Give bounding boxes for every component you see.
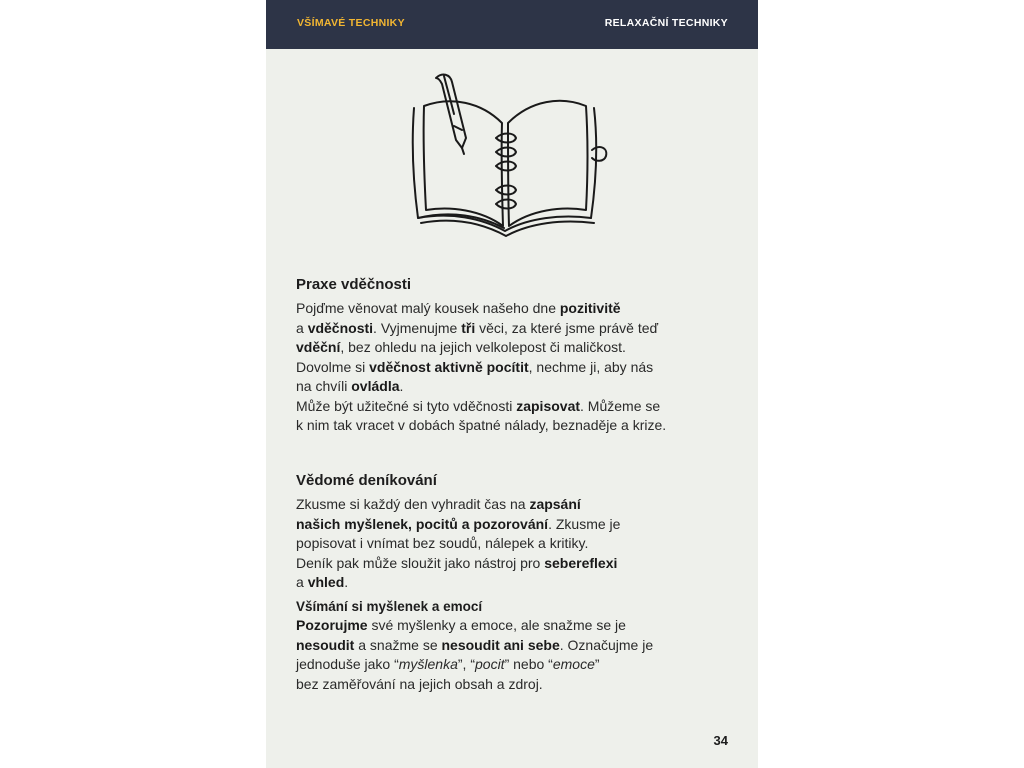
section-noticing <box>296 597 736 694</box>
text-run: Deník pak může sloužit jako nástroj pro <box>296 554 545 571</box>
text-run: . Můžeme se <box>580 397 661 414</box>
text-run: zapsání <box>529 496 581 512</box>
text-run: Pozorujme <box>296 617 368 633</box>
text-run: nesoudit ani sebe <box>441 636 560 653</box>
section-journaling <box>296 472 736 593</box>
page <box>266 0 758 768</box>
text-run: jednoduše jako “ <box>296 656 399 672</box>
text-run: emoce <box>552 656 595 672</box>
text-run: ” nebo “ <box>504 656 553 672</box>
section-gratitude-title: Praxe vděčnosti <box>296 276 412 293</box>
text-run: věci, za které jsme právě teď <box>475 319 659 336</box>
text-run: . <box>399 378 404 394</box>
text-run: , nechme ji, aby nás <box>528 358 654 375</box>
text-run: našich myšlenek, pocitů a pozorování <box>296 515 549 532</box>
text-run: . Vyjmenujme <box>373 319 462 336</box>
text-run: vděčnosti <box>307 319 374 336</box>
notebook-pen-icon <box>406 68 616 248</box>
text-run: popisovat i vnímat bez soudů, nálepek a kritiky. <box>296 535 589 551</box>
text-run: pocit <box>475 656 505 672</box>
section-journaling-body <box>296 495 736 593</box>
text-run: Dovolme si <box>296 358 370 375</box>
text-run: a <box>296 319 308 336</box>
text-run: Může být užitečné si tyto vděčnosti <box>296 397 517 414</box>
text-run: . Označujme je <box>559 636 654 653</box>
page-number: 34 <box>713 733 728 748</box>
text-run: myšlenka <box>398 656 458 672</box>
text-run: vhled <box>307 574 345 590</box>
text-run: tři <box>461 319 476 336</box>
header-right-title: RELAXAČNÍ TECHNIKY <box>604 17 728 29</box>
text-run: , bez ohledu na jejich velkolepost či maličkost. <box>340 339 626 355</box>
text-run: vděční <box>296 339 341 355</box>
text-run: ovládla <box>351 378 400 394</box>
text-run: . <box>344 574 349 590</box>
text-run: Zkusme si každý den vyhradit čas na <box>296 496 530 512</box>
text-run: ”, “ <box>457 656 475 672</box>
text-run: a snažme se <box>354 636 442 653</box>
header-left-title: VŠÍMAVÉ TECHNIKY <box>297 17 405 29</box>
text-run: ” <box>594 656 600 672</box>
text-run: své myšlenky a emoce, ale snažme se je <box>367 617 626 633</box>
text-run: a <box>296 574 308 590</box>
text-run: k nim tak vracet v dobách špatné nálady, beznaděje a krize. <box>296 417 667 433</box>
section-gratitude-body <box>296 299 736 436</box>
section-noticing-body <box>296 616 736 694</box>
section-noticing-title: Všímání si myšlenek a emocí <box>296 599 483 614</box>
section-journaling-title: Vědomé deníkování <box>296 472 437 489</box>
text-run: vděčnost aktivně pocítit <box>369 358 529 375</box>
text-run: . Zkusme je <box>548 515 621 532</box>
text-run: Pojďme věnovat malý kousek našeho dne <box>296 300 560 316</box>
text-run: nesoudit <box>296 636 355 653</box>
text-run: zapisovat <box>516 397 581 414</box>
text-run: pozitivitě <box>559 300 621 316</box>
text-run: sebereflexi <box>544 554 618 571</box>
section-gratitude <box>296 276 736 436</box>
text-run: bez zaměřování na jejich obsah a zdroj. <box>296 675 543 692</box>
page-header <box>266 0 758 49</box>
text-run: na chvíli <box>296 378 352 394</box>
